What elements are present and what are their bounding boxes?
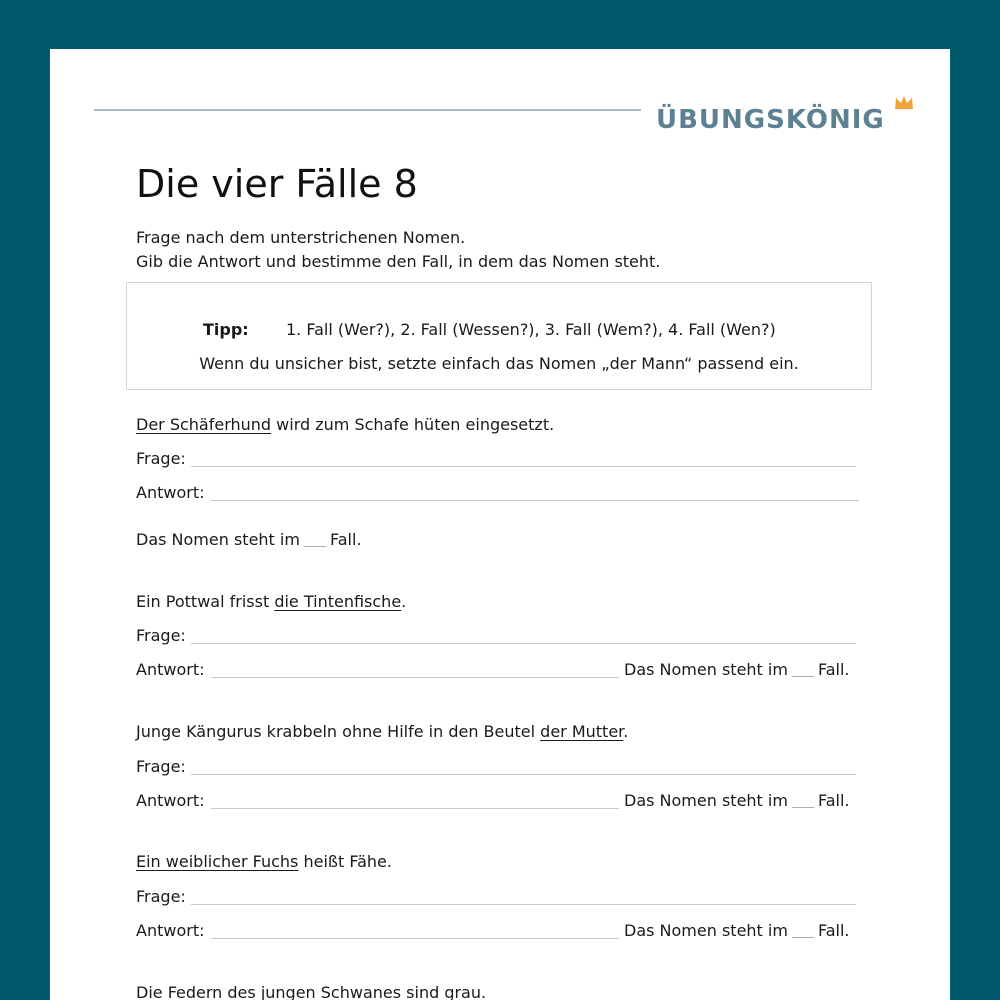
exercise-3	[136, 722, 866, 822]
exercise-4	[136, 852, 866, 952]
exercise-2	[136, 592, 866, 692]
case-statement: Das Nomen steht im Fall.	[624, 791, 850, 810]
crown-icon	[894, 95, 914, 111]
question-label: Frage:	[136, 757, 186, 776]
question-answer-line[interactable]	[191, 466, 856, 467]
question-label: Frage:	[136, 449, 186, 468]
answer-line[interactable]	[211, 938, 619, 939]
instructions	[136, 226, 660, 274]
exercise-1	[136, 415, 866, 555]
underlined-noun: die Tintenfische	[274, 592, 402, 611]
underlined-noun: Ein weiblicher Fuchs	[136, 852, 299, 871]
case-blank[interactable]	[792, 807, 814, 808]
answer-label: Antwort:	[136, 660, 205, 679]
brand-logo	[656, 101, 916, 141]
question-answer-line[interactable]	[191, 643, 856, 644]
tip-cases-line	[203, 320, 776, 339]
underlined-noun: Der Schäferhund	[136, 415, 272, 434]
case-statement: Das Nomen steht im Fall.	[624, 921, 850, 940]
exercise-5	[136, 983, 866, 1000]
question-label: Frage:	[136, 626, 186, 645]
exercise-sentence: Ein Pottwal frisst die Tintenfische.	[136, 592, 407, 611]
question-answer-line[interactable]	[191, 774, 856, 775]
answer-label: Antwort:	[136, 791, 205, 810]
exercise-sentence: Junge Kängurus krabbeln ohne Hilfe in den Beutel der Mutter.	[136, 722, 629, 741]
brand-name: ÜBUNGSKÖNIG	[656, 105, 885, 135]
answer-line[interactable]	[211, 500, 859, 501]
case-blank[interactable]	[304, 546, 326, 547]
question-label: Frage:	[136, 887, 186, 906]
header-rule	[94, 109, 641, 111]
exercise-sentence: Ein weiblicher Fuchs heißt Fähe.	[136, 852, 392, 871]
answer-line[interactable]	[211, 677, 619, 678]
instruction-line: Gib die Antwort und bestimme den Fall, in dem das Nomen steht.	[136, 252, 661, 271]
worksheet-page	[50, 49, 950, 1000]
case-statement: Das Nomen steht im Fall.	[136, 530, 362, 549]
answer-label: Antwort:	[136, 921, 205, 940]
exercise-sentence: Die Federn des jungen Schwanes sind grau.	[136, 983, 487, 1000]
instruction-line: Frage nach dem unterstrichenen Nomen.	[136, 228, 466, 247]
case-statement: Das Nomen steht im Fall.	[624, 660, 850, 679]
exercise-sentence: Der Schäferhund wird zum Schafe hüten eingesetzt.	[136, 415, 555, 434]
underlined-noun: der Mutter	[540, 722, 624, 741]
question-answer-line[interactable]	[191, 904, 856, 905]
tip-label: Tipp:	[203, 320, 249, 339]
tip-hint: Wenn du unsicher bist, setzte einfach das Nomen „der Mann“ passend ein.	[199, 354, 799, 373]
case-blank[interactable]	[792, 937, 814, 938]
case-blank[interactable]	[792, 676, 814, 677]
tip-cases: 1. Fall (Wer?), 2. Fall (Wessen?), 3. Fall (Wem?), 4. Fall (Wen?)	[286, 320, 776, 339]
answer-line[interactable]	[211, 808, 619, 809]
answer-label: Antwort:	[136, 483, 205, 502]
tip-box	[126, 282, 872, 390]
page-title: Die vier Fälle 8	[136, 162, 418, 206]
